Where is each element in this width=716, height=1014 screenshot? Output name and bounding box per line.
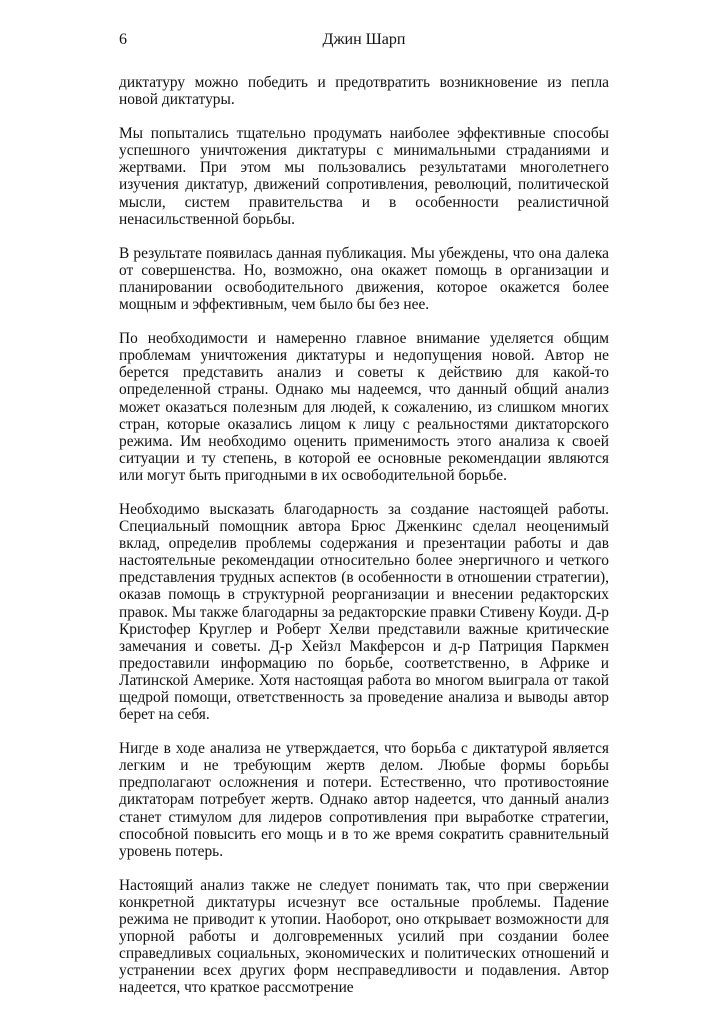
page-number: 6 (119, 31, 127, 48)
running-head-author: Джин Шарп (322, 31, 406, 48)
paragraph: В результате появилась данная публикация. Мы убеждены, что она далека от совершенства. Но, возможно, она окажет помощь в организации и планировании освободительного движения, которое окажется более мощным и эффективным, чем было бы без нее. (119, 244, 609, 314)
paragraph: По необходимости и намеренно главное внимание уделяется общим проблемам уничтожения диктатуры и недопущения новой. Автор не берется представить анализ и советы к действию для какой-то определенной страны. Однако мы надеемся, что данный общий анализ может оказаться полезным для людей, к сожалению, из слишком многих стран, которые оказались лицом к лицу с реальностями диктаторского режима. Им необходимо оценить применимость этого анализа к своей ситуации и ту степень, в которой ее основные рекомендации являются или могут быть пригодными в их освободительной борьбе. (119, 330, 609, 484)
paragraph: Необходимо высказать благодарность за создание настоящей работы. Специальный помощник автора Брюс Дженкинс сделал неоценимый вклад, определив проблемы содержания и презентации работы и дав настоятельные рекомендации относительно более энергичного и четкого представления трудных аспектов (в особенности в отношении стратегии), оказав помощь в структурной реорганизации и внесении редакторских правок. Мы также благодарны за редакторские правки Стивену Коуди. Д-р Кристофер Круглер и Роберт Хелви представили важные критические замечания и советы. Д-р Хейзл Макферсон и д-р Патриция Паркмен предоставили информацию по борьбе, соответственно, в Африке и Латинской Америке. Хотя настоящая работа во многом выиграла от такой щедрой помощи, ответственность за проведение анализа и выводы автор берет на себя. (119, 500, 609, 724)
paragraph: Настоящий анализ также не следует понимать так, что при свержении конкретной диктатуры исчезнут все остальные проблемы. Падение режима не приводит к утопии. Наоборот, оно открывает возможности для упорной работы и долговременных усилий при создании более справедливых социальных, экономических и политических отношений и устранении всех других форм несправедливости и подавления. Автор надеется, что краткое рассмотрение (119, 876, 609, 997)
paragraph: Мы попытались тщательно продумать наиболее эффективные способы успешного уничтожения диктатуры с минимальными страданиями и жертвами. При этом мы пользовались результатами многолетнего изучения диктатур, движений сопротивления, революций, политической мысли, систем правительства и в особенности реалистичной ненасильственной борьбы. (119, 125, 609, 228)
paragraph: Нигде в ходе анализа не утверждается, что борьба с диктатурой является легким и не требующим жертв делом. Любые формы борьбы предполагают осложнения и потери. Естественно, что противостояние диктаторам потребует жертв. Однако автор надеется, что данный анализ станет стимулом для лидеров сопротивления при выработке стратегии, способной повысить его мощь и в то же время сократить сравнительный уровень потерь. (119, 740, 609, 860)
paragraph: диктатуру можно победить и предотвратить возникновение из пепла новой диктатуры. (119, 74, 609, 109)
body-text (119, 74, 609, 1014)
page-header (119, 30, 609, 50)
